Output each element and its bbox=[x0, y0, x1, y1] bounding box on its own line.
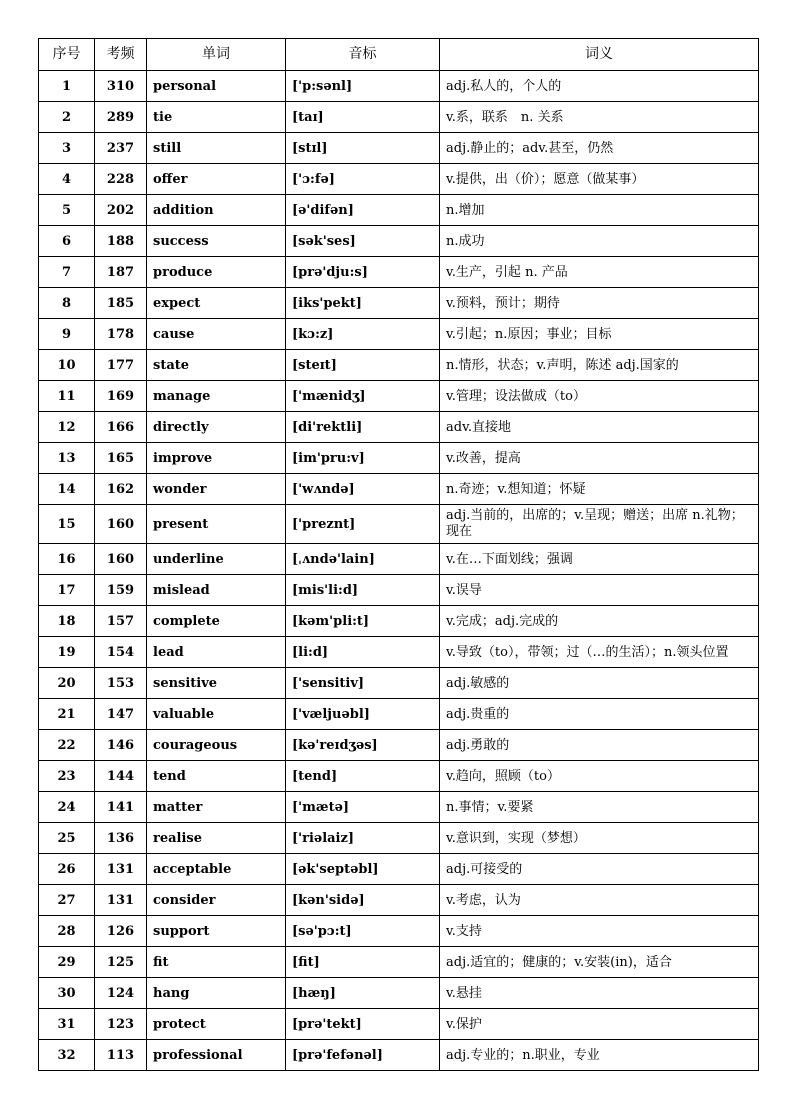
table-row bbox=[39, 668, 759, 699]
row-frequency: 202 bbox=[95, 195, 147, 226]
row-meaning: n.事情；v.要紧 bbox=[440, 792, 759, 823]
row-phonetic: ['riəlaiz] bbox=[286, 823, 440, 854]
row-phonetic: [prə'dju:s] bbox=[286, 257, 440, 288]
row-meaning: v.生产，引起 n. 产品 bbox=[440, 257, 759, 288]
row-frequency: 113 bbox=[95, 1040, 147, 1071]
row-frequency: 141 bbox=[95, 792, 147, 823]
row-frequency: 237 bbox=[95, 133, 147, 164]
row-phonetic: [kɔ:z] bbox=[286, 319, 440, 350]
row-phonetic: [im'pru:v] bbox=[286, 443, 440, 474]
row-meaning: v.在…下面划线；强调 bbox=[440, 544, 759, 575]
row-word: tie bbox=[147, 102, 286, 133]
row-meaning: v.悬挂 bbox=[440, 978, 759, 1009]
table-row bbox=[39, 699, 759, 730]
row-phonetic: [fit] bbox=[286, 947, 440, 978]
row-index: 19 bbox=[39, 637, 95, 668]
row-index: 15 bbox=[39, 505, 95, 544]
table-row bbox=[39, 288, 759, 319]
table-row bbox=[39, 474, 759, 505]
row-word: present bbox=[147, 505, 286, 544]
row-frequency: 310 bbox=[95, 71, 147, 102]
row-word: directly bbox=[147, 412, 286, 443]
row-meaning: v.保护 bbox=[440, 1009, 759, 1040]
row-index: 22 bbox=[39, 730, 95, 761]
row-meaning: n.增加 bbox=[440, 195, 759, 226]
row-frequency: 160 bbox=[95, 505, 147, 544]
row-frequency: 185 bbox=[95, 288, 147, 319]
row-frequency: 162 bbox=[95, 474, 147, 505]
table-body bbox=[39, 71, 759, 1071]
row-word: mislead bbox=[147, 575, 286, 606]
row-word: fit bbox=[147, 947, 286, 978]
row-phonetic: [kə'reɪdʒəs] bbox=[286, 730, 440, 761]
row-phonetic: [mis'li:d] bbox=[286, 575, 440, 606]
row-frequency: 125 bbox=[95, 947, 147, 978]
row-phonetic: ['mænidʒ] bbox=[286, 381, 440, 412]
row-meaning: adj.敏感的 bbox=[440, 668, 759, 699]
row-meaning: n.成功 bbox=[440, 226, 759, 257]
header-frequency: 考频 bbox=[95, 39, 147, 71]
row-frequency: 131 bbox=[95, 854, 147, 885]
table-row bbox=[39, 730, 759, 761]
row-word: addition bbox=[147, 195, 286, 226]
row-index: 2 bbox=[39, 102, 95, 133]
row-frequency: 153 bbox=[95, 668, 147, 699]
vocabulary-table bbox=[38, 38, 759, 1071]
row-index: 31 bbox=[39, 1009, 95, 1040]
row-index: 25 bbox=[39, 823, 95, 854]
row-word: underline bbox=[147, 544, 286, 575]
row-phonetic: ['wʌndə] bbox=[286, 474, 440, 505]
row-index: 11 bbox=[39, 381, 95, 412]
row-word: realise bbox=[147, 823, 286, 854]
row-index: 1 bbox=[39, 71, 95, 102]
row-meaning: v.趋向，照顾（to） bbox=[440, 761, 759, 792]
row-index: 21 bbox=[39, 699, 95, 730]
row-index: 3 bbox=[39, 133, 95, 164]
row-word: courageous bbox=[147, 730, 286, 761]
row-phonetic: [ə'difən] bbox=[286, 195, 440, 226]
row-word: tend bbox=[147, 761, 286, 792]
row-word: still bbox=[147, 133, 286, 164]
table-row bbox=[39, 544, 759, 575]
row-index: 16 bbox=[39, 544, 95, 575]
header-meaning: 词义 bbox=[440, 39, 759, 71]
table-row bbox=[39, 195, 759, 226]
row-index: 26 bbox=[39, 854, 95, 885]
row-phonetic: [sək'ses] bbox=[286, 226, 440, 257]
row-frequency: 147 bbox=[95, 699, 147, 730]
table-row bbox=[39, 412, 759, 443]
row-phonetic: [prə'fefənəl] bbox=[286, 1040, 440, 1071]
row-index: 27 bbox=[39, 885, 95, 916]
row-index: 28 bbox=[39, 916, 95, 947]
table-row bbox=[39, 319, 759, 350]
row-word: wonder bbox=[147, 474, 286, 505]
table-row bbox=[39, 606, 759, 637]
row-index: 10 bbox=[39, 350, 95, 381]
row-phonetic: [sə'pɔ:t] bbox=[286, 916, 440, 947]
table-row bbox=[39, 133, 759, 164]
row-phonetic: ['mætə] bbox=[286, 792, 440, 823]
row-meaning: v.提供，出（价）；愿意（做某事） bbox=[440, 164, 759, 195]
row-meaning: adj.专业的；n.职业，专业 bbox=[440, 1040, 759, 1071]
row-index: 23 bbox=[39, 761, 95, 792]
table-row bbox=[39, 350, 759, 381]
row-phonetic: [ək'septəbl] bbox=[286, 854, 440, 885]
row-frequency: 160 bbox=[95, 544, 147, 575]
row-frequency: 228 bbox=[95, 164, 147, 195]
row-phonetic: [hæŋ] bbox=[286, 978, 440, 1009]
row-frequency: 159 bbox=[95, 575, 147, 606]
row-phonetic: ['væljuəbl] bbox=[286, 699, 440, 730]
row-word: valuable bbox=[147, 699, 286, 730]
table-row bbox=[39, 164, 759, 195]
row-index: 18 bbox=[39, 606, 95, 637]
row-meaning: adj.可接受的 bbox=[440, 854, 759, 885]
row-index: 32 bbox=[39, 1040, 95, 1071]
row-phonetic: [ˌʌndə'lain] bbox=[286, 544, 440, 575]
row-meaning: adj.适宜的；健康的；v.安装(in)，适合 bbox=[440, 947, 759, 978]
row-frequency: 165 bbox=[95, 443, 147, 474]
row-word: improve bbox=[147, 443, 286, 474]
row-index: 6 bbox=[39, 226, 95, 257]
table-row bbox=[39, 761, 759, 792]
row-frequency: 126 bbox=[95, 916, 147, 947]
row-frequency: 166 bbox=[95, 412, 147, 443]
row-frequency: 169 bbox=[95, 381, 147, 412]
row-phonetic: [di'rektli] bbox=[286, 412, 440, 443]
row-phonetic: ['sensitiv] bbox=[286, 668, 440, 699]
row-phonetic: [prə'tekt] bbox=[286, 1009, 440, 1040]
row-meaning: v.完成；adj.完成的 bbox=[440, 606, 759, 637]
row-index: 24 bbox=[39, 792, 95, 823]
table-row bbox=[39, 226, 759, 257]
row-phonetic: ['preznt] bbox=[286, 505, 440, 544]
row-meaning: v.导致（to），带领；过（…的生活）；n.领头位置 bbox=[440, 637, 759, 668]
table-row bbox=[39, 792, 759, 823]
row-meaning: adj.静止的；adv.甚至，仍然 bbox=[440, 133, 759, 164]
row-phonetic: [steɪt] bbox=[286, 350, 440, 381]
row-word: offer bbox=[147, 164, 286, 195]
table-row bbox=[39, 257, 759, 288]
row-word: complete bbox=[147, 606, 286, 637]
row-meaning: adv.直接地 bbox=[440, 412, 759, 443]
header-index: 序号 bbox=[39, 39, 95, 71]
row-word: lead bbox=[147, 637, 286, 668]
row-meaning: n.情形，状态；v.声明，陈述 adj.国家的 bbox=[440, 350, 759, 381]
row-frequency: 146 bbox=[95, 730, 147, 761]
row-word: personal bbox=[147, 71, 286, 102]
row-index: 9 bbox=[39, 319, 95, 350]
table-row bbox=[39, 916, 759, 947]
table-row bbox=[39, 823, 759, 854]
row-meaning: v.预料，预计；期待 bbox=[440, 288, 759, 319]
header-phonetic: 音标 bbox=[286, 39, 440, 71]
row-phonetic: [li:d] bbox=[286, 637, 440, 668]
table-row bbox=[39, 575, 759, 606]
table-row bbox=[39, 71, 759, 102]
row-frequency: 177 bbox=[95, 350, 147, 381]
row-word: produce bbox=[147, 257, 286, 288]
row-word: professional bbox=[147, 1040, 286, 1071]
row-frequency: 131 bbox=[95, 885, 147, 916]
row-word: consider bbox=[147, 885, 286, 916]
row-meaning: adj.当前的，出席的；v.呈现；赠送；出席 n.礼物；现在 bbox=[440, 505, 759, 544]
table-row bbox=[39, 381, 759, 412]
row-word: manage bbox=[147, 381, 286, 412]
table-row bbox=[39, 854, 759, 885]
row-meaning: v.考虑，认为 bbox=[440, 885, 759, 916]
row-frequency: 289 bbox=[95, 102, 147, 133]
row-phonetic: [kən'sidə] bbox=[286, 885, 440, 916]
row-meaning: v.支持 bbox=[440, 916, 759, 947]
table-row bbox=[39, 885, 759, 916]
row-meaning: adj.勇敢的 bbox=[440, 730, 759, 761]
row-meaning: v.意识到，实现（梦想） bbox=[440, 823, 759, 854]
row-phonetic: ['ɔ:fə] bbox=[286, 164, 440, 195]
row-word: acceptable bbox=[147, 854, 286, 885]
row-meaning: adj.私人的，个人的 bbox=[440, 71, 759, 102]
table-row bbox=[39, 637, 759, 668]
row-meaning: v.系，联系 n. 关系 bbox=[440, 102, 759, 133]
row-index: 5 bbox=[39, 195, 95, 226]
row-index: 7 bbox=[39, 257, 95, 288]
row-phonetic: [tend] bbox=[286, 761, 440, 792]
table-row bbox=[39, 443, 759, 474]
row-word: cause bbox=[147, 319, 286, 350]
row-phonetic: [iks'pekt] bbox=[286, 288, 440, 319]
row-word: protect bbox=[147, 1009, 286, 1040]
row-index: 20 bbox=[39, 668, 95, 699]
row-meaning: v.改善，提高 bbox=[440, 443, 759, 474]
row-frequency: 123 bbox=[95, 1009, 147, 1040]
row-index: 17 bbox=[39, 575, 95, 606]
row-meaning: v.管理；设法做成（to） bbox=[440, 381, 759, 412]
header-row bbox=[39, 39, 759, 71]
row-frequency: 187 bbox=[95, 257, 147, 288]
table-row bbox=[39, 978, 759, 1009]
row-word: hang bbox=[147, 978, 286, 1009]
row-phonetic: [taɪ] bbox=[286, 102, 440, 133]
row-meaning: n.奇迹；v.想知道；怀疑 bbox=[440, 474, 759, 505]
row-index: 8 bbox=[39, 288, 95, 319]
table-row bbox=[39, 505, 759, 544]
row-index: 4 bbox=[39, 164, 95, 195]
row-phonetic: [kəm'pli:t] bbox=[286, 606, 440, 637]
table-row bbox=[39, 1009, 759, 1040]
row-meaning: v.误导 bbox=[440, 575, 759, 606]
row-frequency: 157 bbox=[95, 606, 147, 637]
row-frequency: 144 bbox=[95, 761, 147, 792]
table-row bbox=[39, 102, 759, 133]
row-index: 14 bbox=[39, 474, 95, 505]
row-meaning: adj.贵重的 bbox=[440, 699, 759, 730]
row-frequency: 136 bbox=[95, 823, 147, 854]
row-word: expect bbox=[147, 288, 286, 319]
row-phonetic: ['p:sənl] bbox=[286, 71, 440, 102]
row-index: 13 bbox=[39, 443, 95, 474]
row-frequency: 178 bbox=[95, 319, 147, 350]
row-frequency: 124 bbox=[95, 978, 147, 1009]
row-index: 30 bbox=[39, 978, 95, 1009]
table-row bbox=[39, 1040, 759, 1071]
row-word: matter bbox=[147, 792, 286, 823]
header-word: 单词 bbox=[147, 39, 286, 71]
row-word: success bbox=[147, 226, 286, 257]
table-row bbox=[39, 947, 759, 978]
row-index: 29 bbox=[39, 947, 95, 978]
row-phonetic: [stɪl] bbox=[286, 133, 440, 164]
row-index: 12 bbox=[39, 412, 95, 443]
row-word: support bbox=[147, 916, 286, 947]
row-meaning: v.引起；n.原因；事业；目标 bbox=[440, 319, 759, 350]
row-word: state bbox=[147, 350, 286, 381]
row-word: sensitive bbox=[147, 668, 286, 699]
row-frequency: 188 bbox=[95, 226, 147, 257]
row-frequency: 154 bbox=[95, 637, 147, 668]
